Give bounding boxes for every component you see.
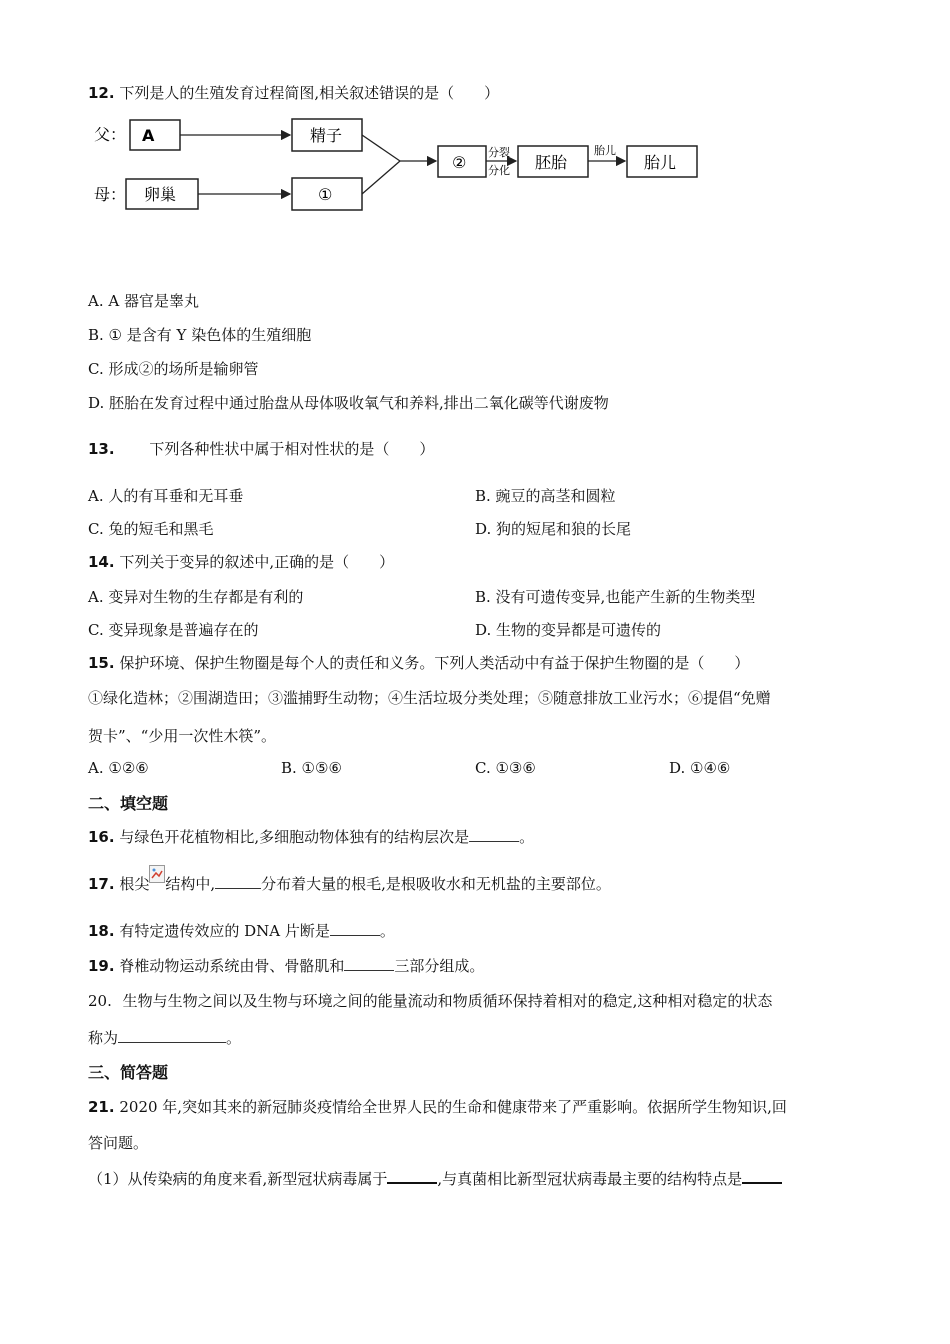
q20-line2 bbox=[88, 1027, 241, 1048]
q16-text-b: 。 bbox=[519, 828, 535, 846]
q21-sub1-text-a: （1）从传染病的角度来看,新型冠状病毒属于 bbox=[88, 1170, 388, 1188]
q15-option-d[interactable]: D. ①④⑥ bbox=[669, 759, 731, 777]
q15-option-b[interactable]: B. ①⑤⑥ bbox=[281, 759, 342, 777]
q12-option-a[interactable]: A. A 器官是睾丸 bbox=[88, 292, 199, 310]
q21-sub1-answer-blank-1[interactable] bbox=[387, 1168, 437, 1184]
q14-option-a[interactable]: A. 变异对生物的生存都是有利的 bbox=[88, 588, 304, 606]
fetus-label: 胎儿 bbox=[644, 153, 677, 172]
q20-text-c: 。 bbox=[226, 1029, 242, 1047]
q13-option-a[interactable]: A. 人的有耳垂和无耳垂 bbox=[88, 487, 244, 505]
division-label: 分裂 bbox=[488, 146, 510, 159]
q13-option-d[interactable]: D. 狗的短尾和狼的长尾 bbox=[475, 520, 632, 538]
q14-option-c[interactable]: C. 变异现象是普遍存在的 bbox=[88, 621, 259, 639]
q13-option-c[interactable]: C. 兔的短毛和黑毛 bbox=[88, 520, 214, 538]
q12-option-b[interactable]: B. ① 是含有 Y 染色体的生殖细胞 bbox=[88, 326, 312, 344]
fetus-arrow-label: 胎儿 bbox=[594, 144, 616, 157]
q21-text-line1: 2020 年,突如其来的新冠肺炎疫情给全世界人民的生命和健康带来了严重影响。依据所学生物知识,回 bbox=[119, 1098, 787, 1116]
mother-label: 母： bbox=[94, 185, 127, 204]
q13-stem-text: 下列各种性状中属于相对性状的是（ ） bbox=[149, 440, 435, 458]
q16-text-a: 与绿色开花植物相比,多细胞动物体独有的结构层次是 bbox=[119, 828, 470, 846]
sperm-label: 精子 bbox=[310, 126, 343, 145]
q13-stem bbox=[88, 438, 434, 459]
q20-number: 20. bbox=[88, 992, 112, 1010]
q17-text-a: 根尖 bbox=[119, 875, 150, 893]
q20-text-a: 生物与生物之间以及生物与环境之间的能量流动和物质循环保持着相对的稳定,这种相对稳定的状态 bbox=[122, 992, 773, 1010]
q19-text-a: 脊椎动物运动系统由骨、骨骼肌和 bbox=[119, 957, 345, 975]
q21-line1 bbox=[88, 1096, 787, 1117]
q17 bbox=[88, 873, 611, 894]
q14-option-d[interactable]: D. 生物的变异都是可遗传的 bbox=[475, 621, 662, 639]
q19 bbox=[88, 955, 484, 976]
q21-sub1 bbox=[88, 1168, 782, 1189]
q15-option-c[interactable]: C. ①③⑥ bbox=[475, 759, 536, 777]
q18-number: 18. bbox=[88, 922, 115, 940]
embryo-label: 胚胎 bbox=[535, 153, 568, 172]
q20-line1 bbox=[88, 990, 772, 1011]
q17-number: 17. bbox=[88, 875, 115, 893]
organ-a-box bbox=[130, 120, 180, 150]
q19-number: 19. bbox=[88, 957, 115, 975]
q14-stem-text: 下列关于变异的叙述中,正确的是（ ） bbox=[119, 553, 395, 571]
join-line-bottom bbox=[362, 161, 400, 194]
join-line-top bbox=[362, 135, 400, 161]
q15-stem bbox=[88, 652, 749, 673]
section-short-answer-heading: 三、简答题 bbox=[88, 1063, 169, 1082]
q18-answer-blank[interactable] bbox=[330, 921, 380, 936]
q15-choices-line2: 贺卡”、“少用一次性木筷”。 bbox=[88, 727, 277, 745]
q18-text-b: 。 bbox=[379, 922, 395, 940]
q21-number: 21. bbox=[88, 1098, 115, 1116]
q18 bbox=[88, 920, 395, 941]
q15-option-a[interactable]: A. ①②⑥ bbox=[88, 759, 149, 777]
q16-number: 16. bbox=[88, 828, 115, 846]
q19-answer-blank[interactable] bbox=[344, 956, 394, 971]
q16 bbox=[88, 826, 534, 847]
section-fill-in-heading: 二、填空题 bbox=[88, 794, 169, 813]
q12-stem-text: 下列是人的生殖发育过程简图,相关叙述错误的是（ ） bbox=[119, 84, 500, 102]
box-1-label: ① bbox=[318, 185, 333, 204]
q17-text-b: 结构中, bbox=[165, 875, 216, 893]
organ-a-label: A bbox=[142, 126, 155, 145]
box-2-label: ② bbox=[452, 153, 467, 172]
q21-sub1-text-b: ,与真菌相比新型冠状病毒最主要的结构特点是 bbox=[437, 1170, 743, 1188]
reproduction-flow-diagram bbox=[88, 112, 708, 217]
q19-text-b: 三部分组成。 bbox=[394, 957, 485, 975]
q17-answer-blank[interactable] bbox=[215, 874, 261, 889]
q18-text-a: 有特定遗传效应的 DNA 片断是 bbox=[119, 922, 330, 940]
q20-text-b: 称为 bbox=[88, 1029, 119, 1047]
q13-option-b[interactable]: B. 豌豆的高茎和圆粒 bbox=[475, 487, 616, 505]
q12-option-d[interactable]: D. 胚胎在发育过程中通过胎盘从母体吸收氧气和养料,排出二氧化碳等代谢废物 bbox=[88, 394, 609, 412]
q12-stem bbox=[88, 82, 499, 103]
ovary-label: 卵巢 bbox=[144, 185, 177, 204]
q21-line2: 答问题。 bbox=[88, 1134, 149, 1152]
broken-image-icon bbox=[149, 865, 165, 881]
q16-answer-blank[interactable] bbox=[469, 827, 519, 842]
q12-option-c[interactable]: C. 形成②的场所是输卵管 bbox=[88, 360, 259, 378]
q14-number: 14. bbox=[88, 553, 115, 571]
q15-choices-line1: ①绿化造林；②围湖造田；③滥捕野生动物；④生活垃圾分类处理；⑤随意排放工业污水；⑥提倡“免赠 bbox=[88, 689, 771, 707]
q14-option-b[interactable]: B. 没有可遗传变异,也能产生新的生物类型 bbox=[475, 588, 756, 606]
q20-answer-blank[interactable] bbox=[118, 1028, 226, 1043]
q12-number: 12. bbox=[88, 84, 115, 102]
q15-number: 15. bbox=[88, 654, 115, 672]
q17-text-c: 分布着大量的根毛,是根吸收水和无机盐的主要部位。 bbox=[261, 875, 611, 893]
q13-number: 13. bbox=[88, 440, 115, 458]
q14-stem bbox=[88, 551, 394, 572]
differentiation-label: 分化 bbox=[488, 164, 510, 177]
q21-sub1-answer-blank-2[interactable] bbox=[742, 1168, 782, 1184]
father-label: 父： bbox=[94, 125, 127, 144]
q15-stem-text: 保护环境、保护生物圈是每个人的责任和义务。下列人类活动中有益于保护生物圈的是（ ） bbox=[119, 654, 750, 672]
